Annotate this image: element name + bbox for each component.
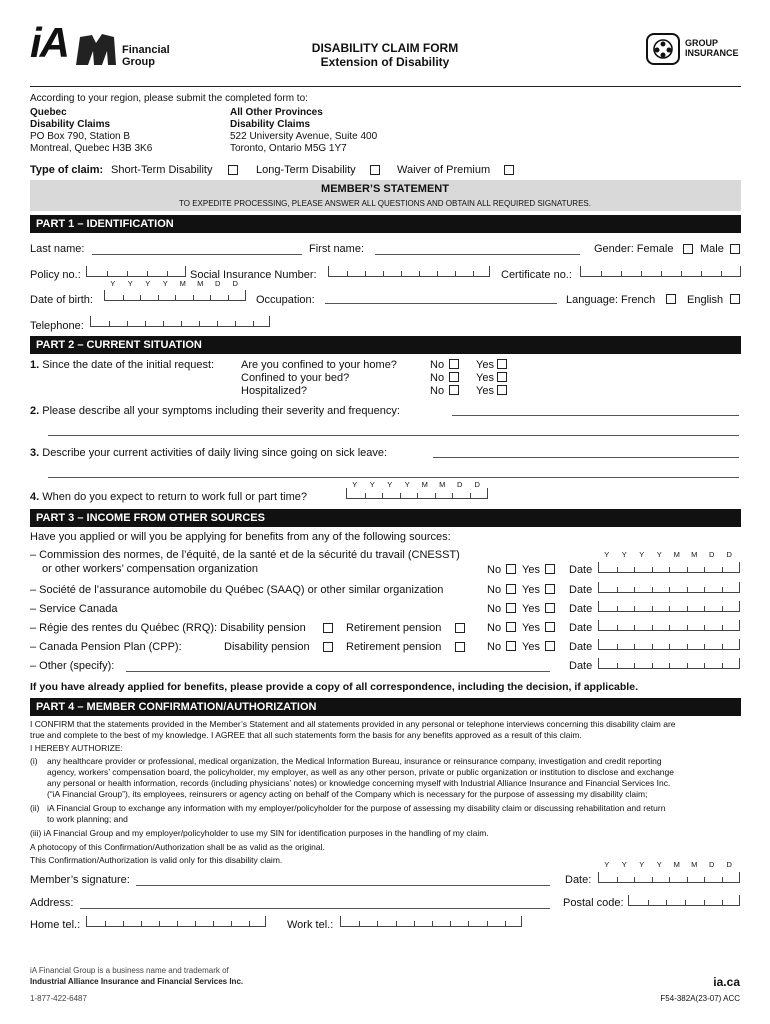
auth-i-line-3: any personal or health information, records (including physicians’ notes) or knowledge concerning myself with Industrial Alliance Insurance and Financial Services Inc.: [47, 778, 671, 788]
logo-financial: Financial: [122, 44, 170, 56]
cpp-disability-label: Disability pension: [224, 641, 310, 653]
footer-form-code: F54-382A(23-07) ACC: [660, 994, 740, 1003]
sin-label: Social Insurance Number:: [190, 269, 317, 281]
cpp-no-checkbox[interactable]: [506, 641, 516, 651]
q1a-text: Are you confined to your home?: [241, 359, 397, 371]
sc-yes-label: Yes: [522, 603, 540, 615]
source-saaq-label: – Société de l’assurance automobile du Québec (SAAQ) or other similar organization: [30, 584, 444, 596]
dob-format: Y Y Y Y M M D D: [110, 279, 238, 288]
part3-note: If you have already applied for benefits, please provide a copy of all correspondence, including the decision, if applicable.: [30, 681, 638, 693]
part2-header: PART 2 – CURRENT SITUATION: [30, 336, 741, 354]
address-label: Address:: [30, 897, 74, 909]
q2-field-2[interactable]: [48, 424, 739, 436]
group-label: GROUP: [685, 38, 719, 48]
home-tel-field[interactable]: [86, 916, 266, 927]
policy-field[interactable]: [86, 266, 186, 277]
telephone-field[interactable]: [90, 316, 270, 327]
part4-header: PART 4 – MEMBER CONFIRMATION/AUTHORIZATION: [30, 698, 741, 716]
cpp-yes-label: Yes: [522, 641, 540, 653]
q4-text: 4. When do you expect to return to work full or part time?: [30, 491, 307, 503]
q1a-no-checkbox[interactable]: [449, 359, 459, 369]
cpp-retirement-label: Retirement pension: [346, 641, 442, 653]
sig-date-format: Y Y Y Y M M D D: [604, 860, 732, 869]
auth-ii-line-2: to work planning; and: [47, 814, 128, 824]
part3-date-format: Y Y Y Y M M D D: [604, 550, 732, 559]
auth-ii-line-1: iA Financial Group to exchange any information with my employer/policyholder for the purpose of assessing my disability claim or discussing rehabilitation and return: [47, 803, 666, 813]
q3-field-2[interactable]: [48, 466, 739, 478]
claim-long-label: Long-Term Disability: [256, 164, 356, 176]
cnesst-date-label: Date: [569, 564, 593, 576]
occupation-field[interactable]: [325, 292, 557, 304]
source-cpp-label: – Canada Pension Plan (CPP):: [30, 641, 182, 653]
group-insurance-icon: [646, 33, 680, 65]
addr-qc-3: Montreal, Quebec H3B 3K6: [30, 143, 153, 154]
language-french-checkbox[interactable]: [666, 294, 676, 304]
sig-date-field[interactable]: [598, 872, 740, 883]
rrq-retirement-label: Retirement pension: [346, 622, 442, 634]
sc-yes-checkbox[interactable]: [545, 603, 555, 613]
q1a-no-label: No: [430, 359, 445, 371]
confirm-text-1: I CONFIRM that the statements provided in the Member’s Statement and all statements provided in any personal or telephone interviews concerning this disability claim are: [30, 719, 676, 729]
confirm-text-2: true and complete to the best of my knowledge. I AGREE that all such statements form the basis for any benefits approved as a result of this claim.: [30, 730, 582, 740]
form-subtitle: Extension of Disability: [320, 55, 450, 69]
sin-field[interactable]: [328, 266, 490, 277]
addr-qc-0: Quebec: [30, 107, 67, 118]
saaq-yes-checkbox[interactable]: [545, 584, 555, 594]
policy-label: Policy no.:: [30, 269, 81, 281]
q1c-text: Hospitalized?: [241, 385, 308, 397]
header-divider: [30, 86, 741, 87]
addr-qc-1: Disability Claims: [30, 119, 111, 130]
rrq-date-field[interactable]: [598, 620, 740, 631]
q1c-yes-label: Yes: [476, 385, 494, 397]
q1c-yes-checkbox[interactable]: [497, 385, 507, 395]
sc-date-field[interactable]: [598, 601, 740, 612]
footer-website[interactable]: ia.ca: [713, 975, 740, 989]
gender-male-label: Male: [700, 243, 724, 255]
last-name-label: Last name:: [30, 243, 85, 255]
other-date-label: Date: [569, 660, 593, 672]
member-statement-title: MEMBER’S STATEMENT: [321, 183, 449, 195]
dob-field[interactable]: [104, 290, 246, 301]
source-service-canada-label: – Service Canada: [30, 603, 118, 615]
last-name-field[interactable]: [92, 243, 302, 255]
cnesst-no-checkbox[interactable]: [506, 564, 516, 574]
sc-date-label: Date: [569, 603, 593, 615]
addr-other-0: All Other Provinces: [230, 107, 323, 118]
q1b-yes-checkbox[interactable]: [497, 372, 507, 382]
auth-i-line-4: (“iA Financial Group”), its employees, reinsurers or agency acting on behalf of the Company which is necessary for the purpose of assessing my disability claim;: [47, 789, 648, 799]
source-cnesst-label: – Commission des normes, de l’équité, de la santé et de la sécurité du travail (CNESST): [30, 549, 460, 561]
work-tel-field[interactable]: [340, 916, 522, 927]
rrq-date-label: Date: [569, 622, 593, 634]
footer-phone: 1-877-422-6487: [30, 994, 87, 1003]
saaq-no-label: No: [487, 584, 502, 596]
gender-male-checkbox[interactable]: [730, 244, 740, 254]
first-name-label: First name:: [309, 243, 365, 255]
cpp-yes-checkbox[interactable]: [545, 641, 555, 651]
cnesst-yes-label: Yes: [522, 564, 540, 576]
q1b-yes-label: Yes: [476, 372, 494, 384]
q1a-yes-checkbox[interactable]: [497, 359, 507, 369]
auth-i-marker: (i): [30, 756, 38, 766]
dob-label: Date of birth:: [30, 294, 93, 306]
saaq-yes-label: Yes: [522, 584, 540, 596]
rrq-yes-checkbox[interactable]: [545, 622, 555, 632]
certificate-label: Certificate no.:: [501, 269, 572, 281]
auth-iii-line: (iii) iA Financial Group and my employer/policyholder to use my SIN for identification purposes in the handling of my claim.: [30, 828, 489, 838]
rrq-disability-checkbox[interactable]: [323, 623, 333, 633]
postal-code-label: Postal code:: [563, 897, 624, 909]
cpp-disability-checkbox[interactable]: [323, 642, 333, 652]
q1b-text: Confined to your bed?: [241, 372, 350, 384]
source-other-field[interactable]: [126, 660, 550, 672]
validity-note: This Confirmation/Authorization is valid only for this disability claim.: [30, 855, 283, 865]
addr-other-3: Toronto, Ontario M5G 1Y7: [230, 143, 347, 154]
logo-ia-text: iA: [30, 19, 68, 66]
claim-short-checkbox[interactable]: [228, 165, 238, 175]
rrq-no-checkbox[interactable]: [506, 622, 516, 632]
cnesst-date-field[interactable]: [598, 562, 740, 573]
cnesst-no-label: No: [487, 564, 502, 576]
q1c-no-label: No: [430, 385, 445, 397]
form-title: DISABILITY CLAIM FORM: [311, 41, 459, 55]
postal-code-field[interactable]: [628, 895, 740, 906]
auth-ii-marker: (ii): [30, 803, 40, 813]
home-tel-label: Home tel.:: [30, 919, 81, 931]
intro-text: According to your region, please submit the completed form to:: [30, 93, 308, 104]
q4-date-field[interactable]: [346, 488, 488, 499]
gender-label: Gender: Female: [594, 243, 674, 255]
claim-short-label: Short-Term Disability: [111, 164, 213, 176]
sig-date-label: Date:: [565, 874, 592, 886]
q1b-no-checkbox[interactable]: [449, 372, 459, 382]
q1-text: 1. Since the date of the initial request:: [30, 359, 215, 371]
q2-field-1[interactable]: [452, 404, 739, 416]
addr-other-1: Disability Claims: [230, 119, 311, 130]
address-field[interactable]: [80, 897, 550, 909]
q3-field-1[interactable]: [433, 446, 739, 458]
other-date-field[interactable]: [598, 658, 740, 669]
source-cnesst-label-2: or other workers’ compensation organization: [42, 563, 259, 575]
q1a-yes-label: Yes: [476, 359, 494, 371]
photocopy-note: A photocopy of this Confirmation/Authorization shall be as valid as the original.: [30, 842, 325, 852]
saaq-date-label: Date: [569, 584, 593, 596]
signature-label: Member’s signature:: [30, 874, 130, 886]
logo-group: Group: [122, 56, 155, 68]
part3-header: PART 3 – INCOME FROM OTHER SOURCES: [30, 509, 741, 527]
cpp-retirement-checkbox[interactable]: [455, 642, 465, 652]
saaq-no-checkbox[interactable]: [506, 584, 516, 594]
q1b-no-label: No: [430, 372, 445, 384]
cpp-date-field[interactable]: [598, 639, 740, 650]
q4-date-format: Y Y Y Y M M D D: [352, 480, 480, 489]
saaq-date-field[interactable]: [598, 582, 740, 593]
cpp-date-label: Date: [569, 641, 593, 653]
part1-header: PART 1 – IDENTIFICATION: [30, 215, 741, 233]
insurance-label: INSURANCE: [685, 48, 739, 58]
addr-qc-2: PO Box 790, Station B: [30, 131, 131, 142]
occupation-label: Occupation:: [256, 294, 315, 306]
sc-no-label: No: [487, 603, 502, 615]
signature-field[interactable]: [136, 874, 550, 886]
certificate-field[interactable]: [580, 266, 741, 277]
claim-waiver-label: Waiver of Premium: [397, 164, 491, 176]
rrq-no-label: No: [487, 622, 502, 634]
footer-trademark: iA Financial Group is a business name and trademark of: [30, 966, 229, 975]
addr-other-2: 522 University Avenue, Suite 400: [230, 131, 378, 142]
part3-intro: Have you applied or will you be applying for benefits from any of the following sources:: [30, 531, 451, 543]
language-english-label: English: [687, 294, 724, 306]
q2-text: 2. Please describe all your symptoms including their severity and frequency:: [30, 405, 400, 417]
q3-text: 3. Describe your current activities of daily living since going on sick leave:: [30, 447, 388, 459]
cpp-no-label: No: [487, 641, 502, 653]
source-rrq-label: – Régie des rentes du Québec (RRQ): Disability pension: [30, 622, 306, 634]
first-name-field[interactable]: [375, 243, 580, 255]
language-english-checkbox[interactable]: [730, 294, 740, 304]
member-statement-note: TO EXPEDITE PROCESSING, PLEASE ANSWER ALL QUESTIONS AND OBTAIN ALL REQUIRED SIGNATURES.: [179, 199, 591, 208]
rrq-yes-label: Yes: [522, 622, 540, 634]
cnesst-yes-checkbox[interactable]: [545, 564, 555, 574]
rrq-retirement-checkbox[interactable]: [455, 623, 465, 633]
gender-female-checkbox[interactable]: [683, 244, 693, 254]
footer-company: Industrial Alliance Insurance and Financial Services Inc.: [30, 977, 244, 986]
telephone-label: Telephone:: [30, 320, 84, 332]
auth-i-line-1: any healthcare provider or professional, medical organization, the Medical Information Bureau, insurance or reinsurance company, investigation and credit reporting: [47, 756, 662, 766]
claim-waiver-checkbox[interactable]: [504, 165, 514, 175]
claim-type-label: Type of claim:: [30, 164, 104, 176]
q1c-no-checkbox[interactable]: [449, 385, 459, 395]
language-label: Language: French: [566, 294, 656, 306]
authorize-heading: I HEREBY AUTHORIZE:: [30, 743, 123, 753]
auth-i-line-2: agency, workers’ compensation board, the policyholder, my employer, as well as any other person, private or public organization or institution to disclose and exchange: [47, 767, 674, 777]
work-tel-label: Work tel.:: [287, 919, 334, 931]
sc-no-checkbox[interactable]: [506, 603, 516, 613]
source-other-label: – Other (specify):: [30, 660, 115, 672]
claim-long-checkbox[interactable]: [370, 165, 380, 175]
